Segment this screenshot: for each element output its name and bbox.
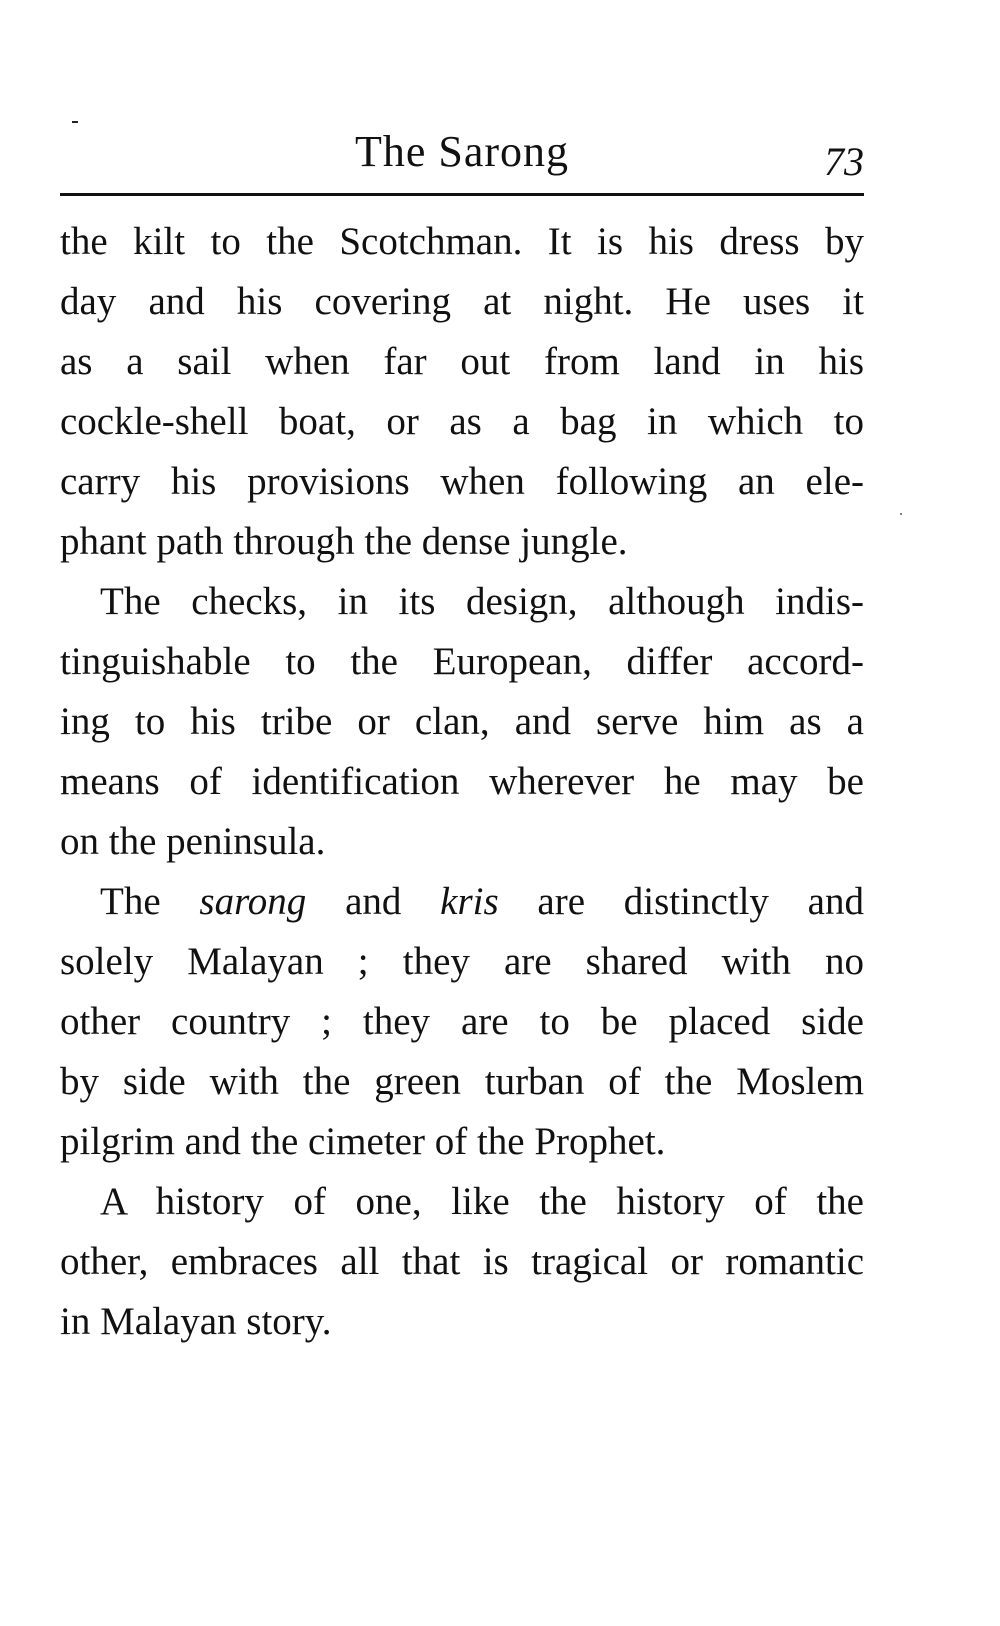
text-line: solely Malayan ; they are shared with no (60, 940, 864, 983)
text-line: as a sail when far out from land in his (60, 340, 864, 383)
header-rule (60, 193, 864, 196)
text-line: ing to his tribe or clan, and serve him as a (60, 700, 864, 743)
text-line: phant path through the dense jungle. (60, 520, 628, 563)
text-line: other country ; they are to be placed side (60, 1000, 864, 1043)
text-line (60, 872, 864, 932)
text-line: cockle-shell boat, or as a bag in which to (60, 400, 864, 443)
text-line: by side with the green turban of the Moslem (60, 1060, 864, 1103)
text-fragment: are distinctly and (498, 880, 864, 923)
page-header (60, 120, 864, 188)
page-number: 73 (824, 139, 864, 184)
italic-term-sarong: sarong (199, 880, 307, 923)
body-text (60, 212, 864, 1352)
text-line: in Malayan story. (60, 1300, 332, 1343)
text-line: means of identification wherever he may be (60, 760, 864, 803)
text-line: A history of one, like the history of the (100, 1180, 864, 1223)
text-line: day and his covering at night. He uses it (60, 280, 864, 323)
paper-speck (900, 513, 902, 515)
text-fragment: The (100, 880, 200, 923)
text-fragment: and (306, 880, 441, 923)
text-line: the kilt to the Scotchman. It is his dress by (60, 220, 864, 263)
text-line: The checks, in its design, although indis- (100, 580, 864, 623)
text-line: tinguishable to the European, differ accord- (60, 640, 864, 683)
running-title: The Sarong (354, 127, 570, 176)
italic-term-kris: kris (440, 880, 499, 923)
text-line: on the peninsula. (60, 820, 326, 863)
text-line: other, embraces all that is tragical or romantic (60, 1240, 864, 1283)
text-line: pilgrim and the cimeter of the Prophet. (60, 1120, 666, 1163)
text-line: carry his provisions when following an ele- (60, 460, 864, 503)
